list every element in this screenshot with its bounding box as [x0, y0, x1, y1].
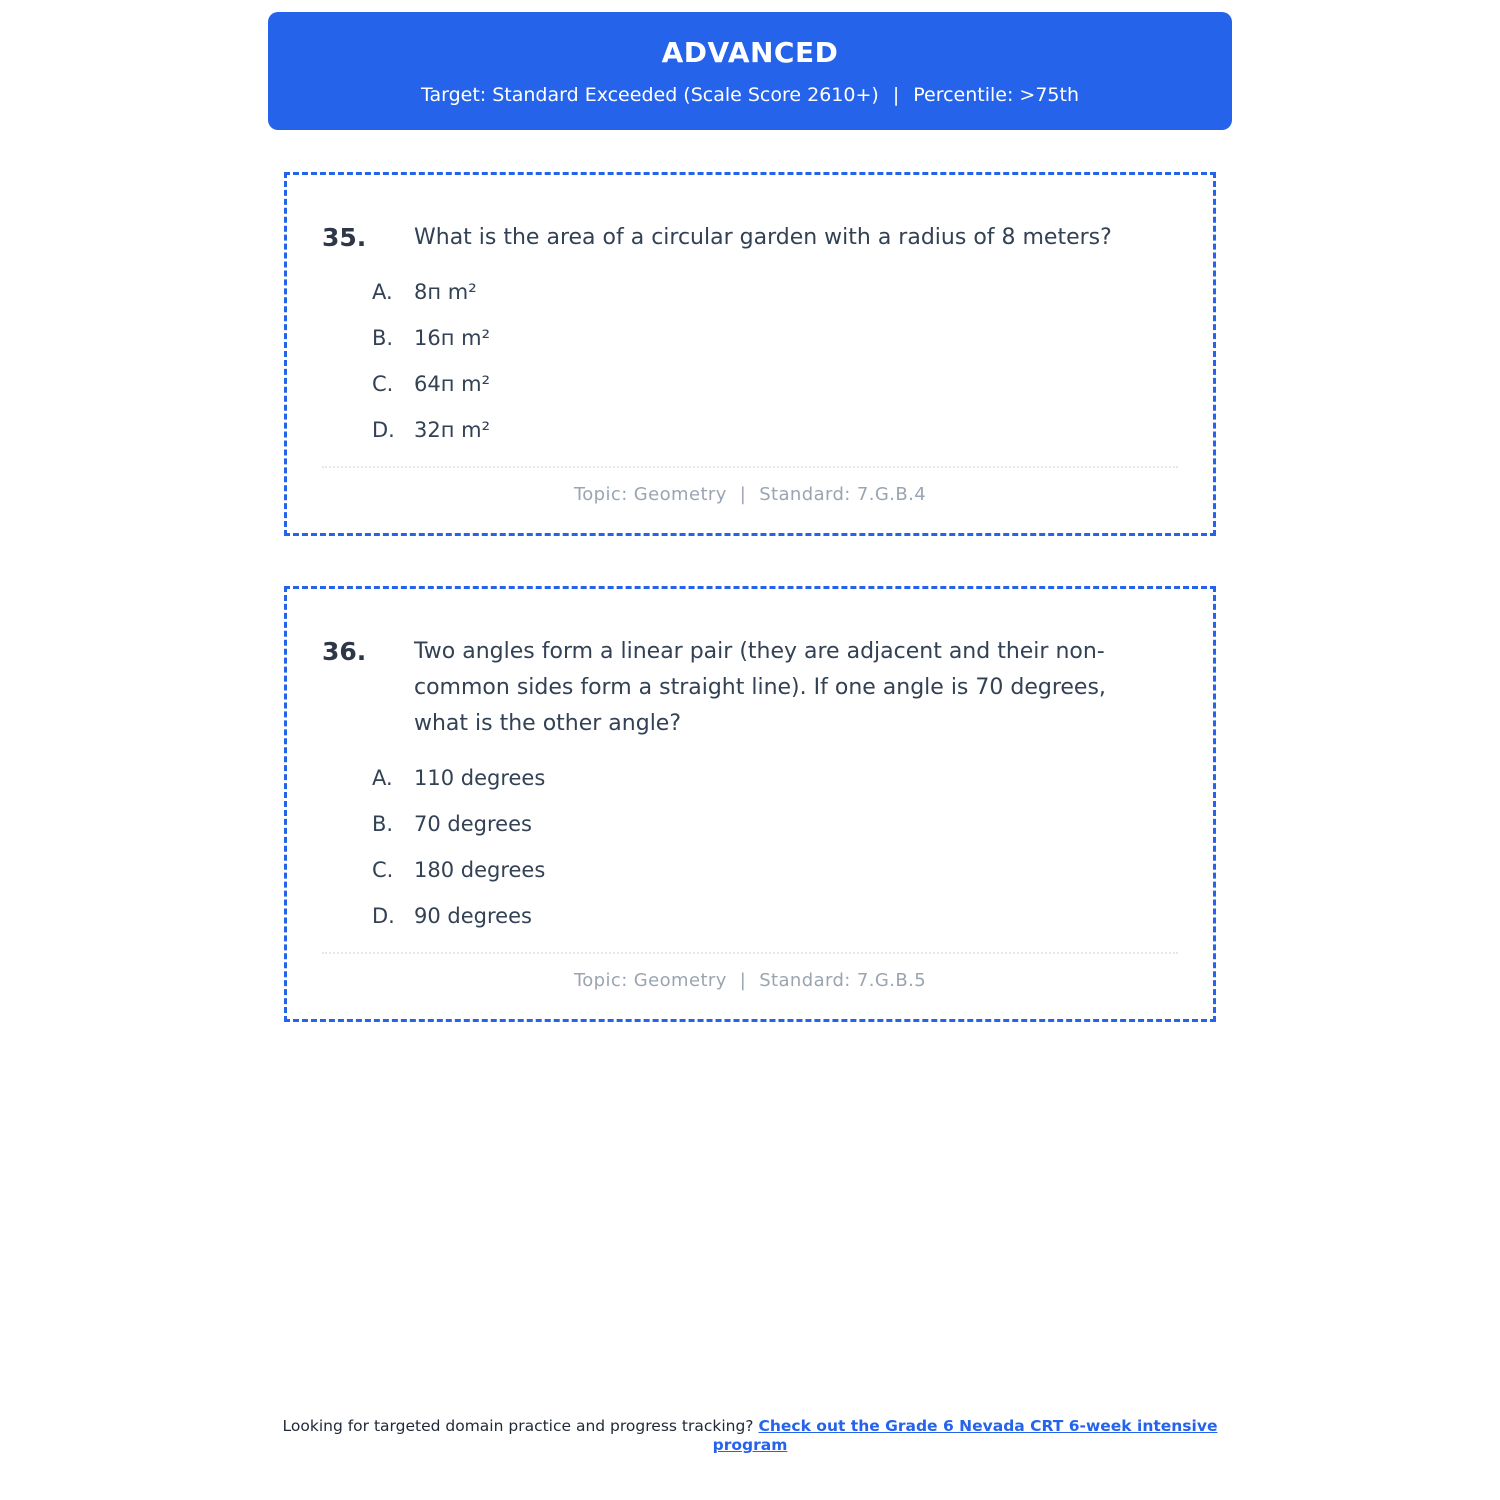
question-number: 36.	[322, 637, 367, 666]
options-list	[372, 768, 1178, 927]
worksheet-page	[0, 12, 1500, 1500]
option-b	[372, 814, 1178, 835]
subtitle-separator: |	[892, 84, 900, 106]
option-c	[372, 860, 1178, 881]
question-text: Two angles form a linear pair (they are adjacent and their non-common sides form a straight line). If one angle is 70 degrees, what is the other angle?	[414, 639, 1106, 736]
meta-divider	[322, 466, 1178, 468]
meta-separator: |	[739, 970, 747, 991]
question-meta	[322, 970, 1178, 991]
option-text: 32п m²	[414, 418, 491, 442]
option-letter: C.	[372, 372, 394, 396]
options-list	[372, 282, 1178, 441]
level-title: ADVANCED	[661, 36, 839, 69]
question-card-36	[284, 586, 1216, 1022]
question-row	[322, 634, 1178, 742]
level-subtitle	[421, 84, 1079, 106]
question-meta	[322, 484, 1178, 505]
footer-prompt: Looking for targeted domain practice and progress tracking?	[282, 1417, 754, 1435]
topic-label: Topic: Geometry	[573, 484, 727, 505]
question-card-35	[284, 172, 1216, 536]
option-d	[372, 420, 1178, 441]
option-letter: C.	[372, 858, 394, 882]
option-letter: A.	[372, 280, 393, 304]
option-letter: B.	[372, 812, 394, 836]
option-a	[372, 282, 1178, 303]
target-text: Target: Standard Exceeded (Scale Score 2610+)	[421, 84, 879, 106]
option-text: 8п m²	[414, 280, 477, 304]
option-letter: D.	[372, 418, 395, 442]
program-link[interactable]: Check out the Grade 6 Nevada CRT 6-week intensive program	[712, 1417, 1218, 1454]
option-d	[372, 906, 1178, 927]
question-number: 35.	[322, 223, 367, 252]
option-text: 90 degrees	[414, 904, 532, 928]
option-text: 110 degrees	[414, 766, 546, 790]
option-b	[372, 328, 1178, 349]
meta-separator: |	[739, 484, 747, 505]
option-text: 16п m²	[414, 326, 491, 350]
level-banner	[268, 12, 1232, 130]
meta-divider	[322, 952, 1178, 954]
topic-label: Topic: Geometry	[573, 970, 727, 991]
option-text: 70 degrees	[414, 812, 532, 836]
option-a	[372, 768, 1178, 789]
option-c	[372, 374, 1178, 395]
option-letter: D.	[372, 904, 395, 928]
option-text: 64п m²	[414, 372, 491, 396]
percentile-text: Percentile: >75th	[913, 84, 1079, 106]
option-letter: B.	[372, 326, 394, 350]
question-text: What is the area of a circular garden with a radius of 8 meters?	[414, 225, 1112, 250]
standard-label: Standard: 7.G.B.5	[759, 970, 927, 991]
page-footer	[280, 1417, 1220, 1455]
standard-label: Standard: 7.G.B.4	[759, 484, 927, 505]
question-row	[322, 220, 1178, 256]
option-letter: A.	[372, 766, 393, 790]
option-text: 180 degrees	[414, 858, 546, 882]
